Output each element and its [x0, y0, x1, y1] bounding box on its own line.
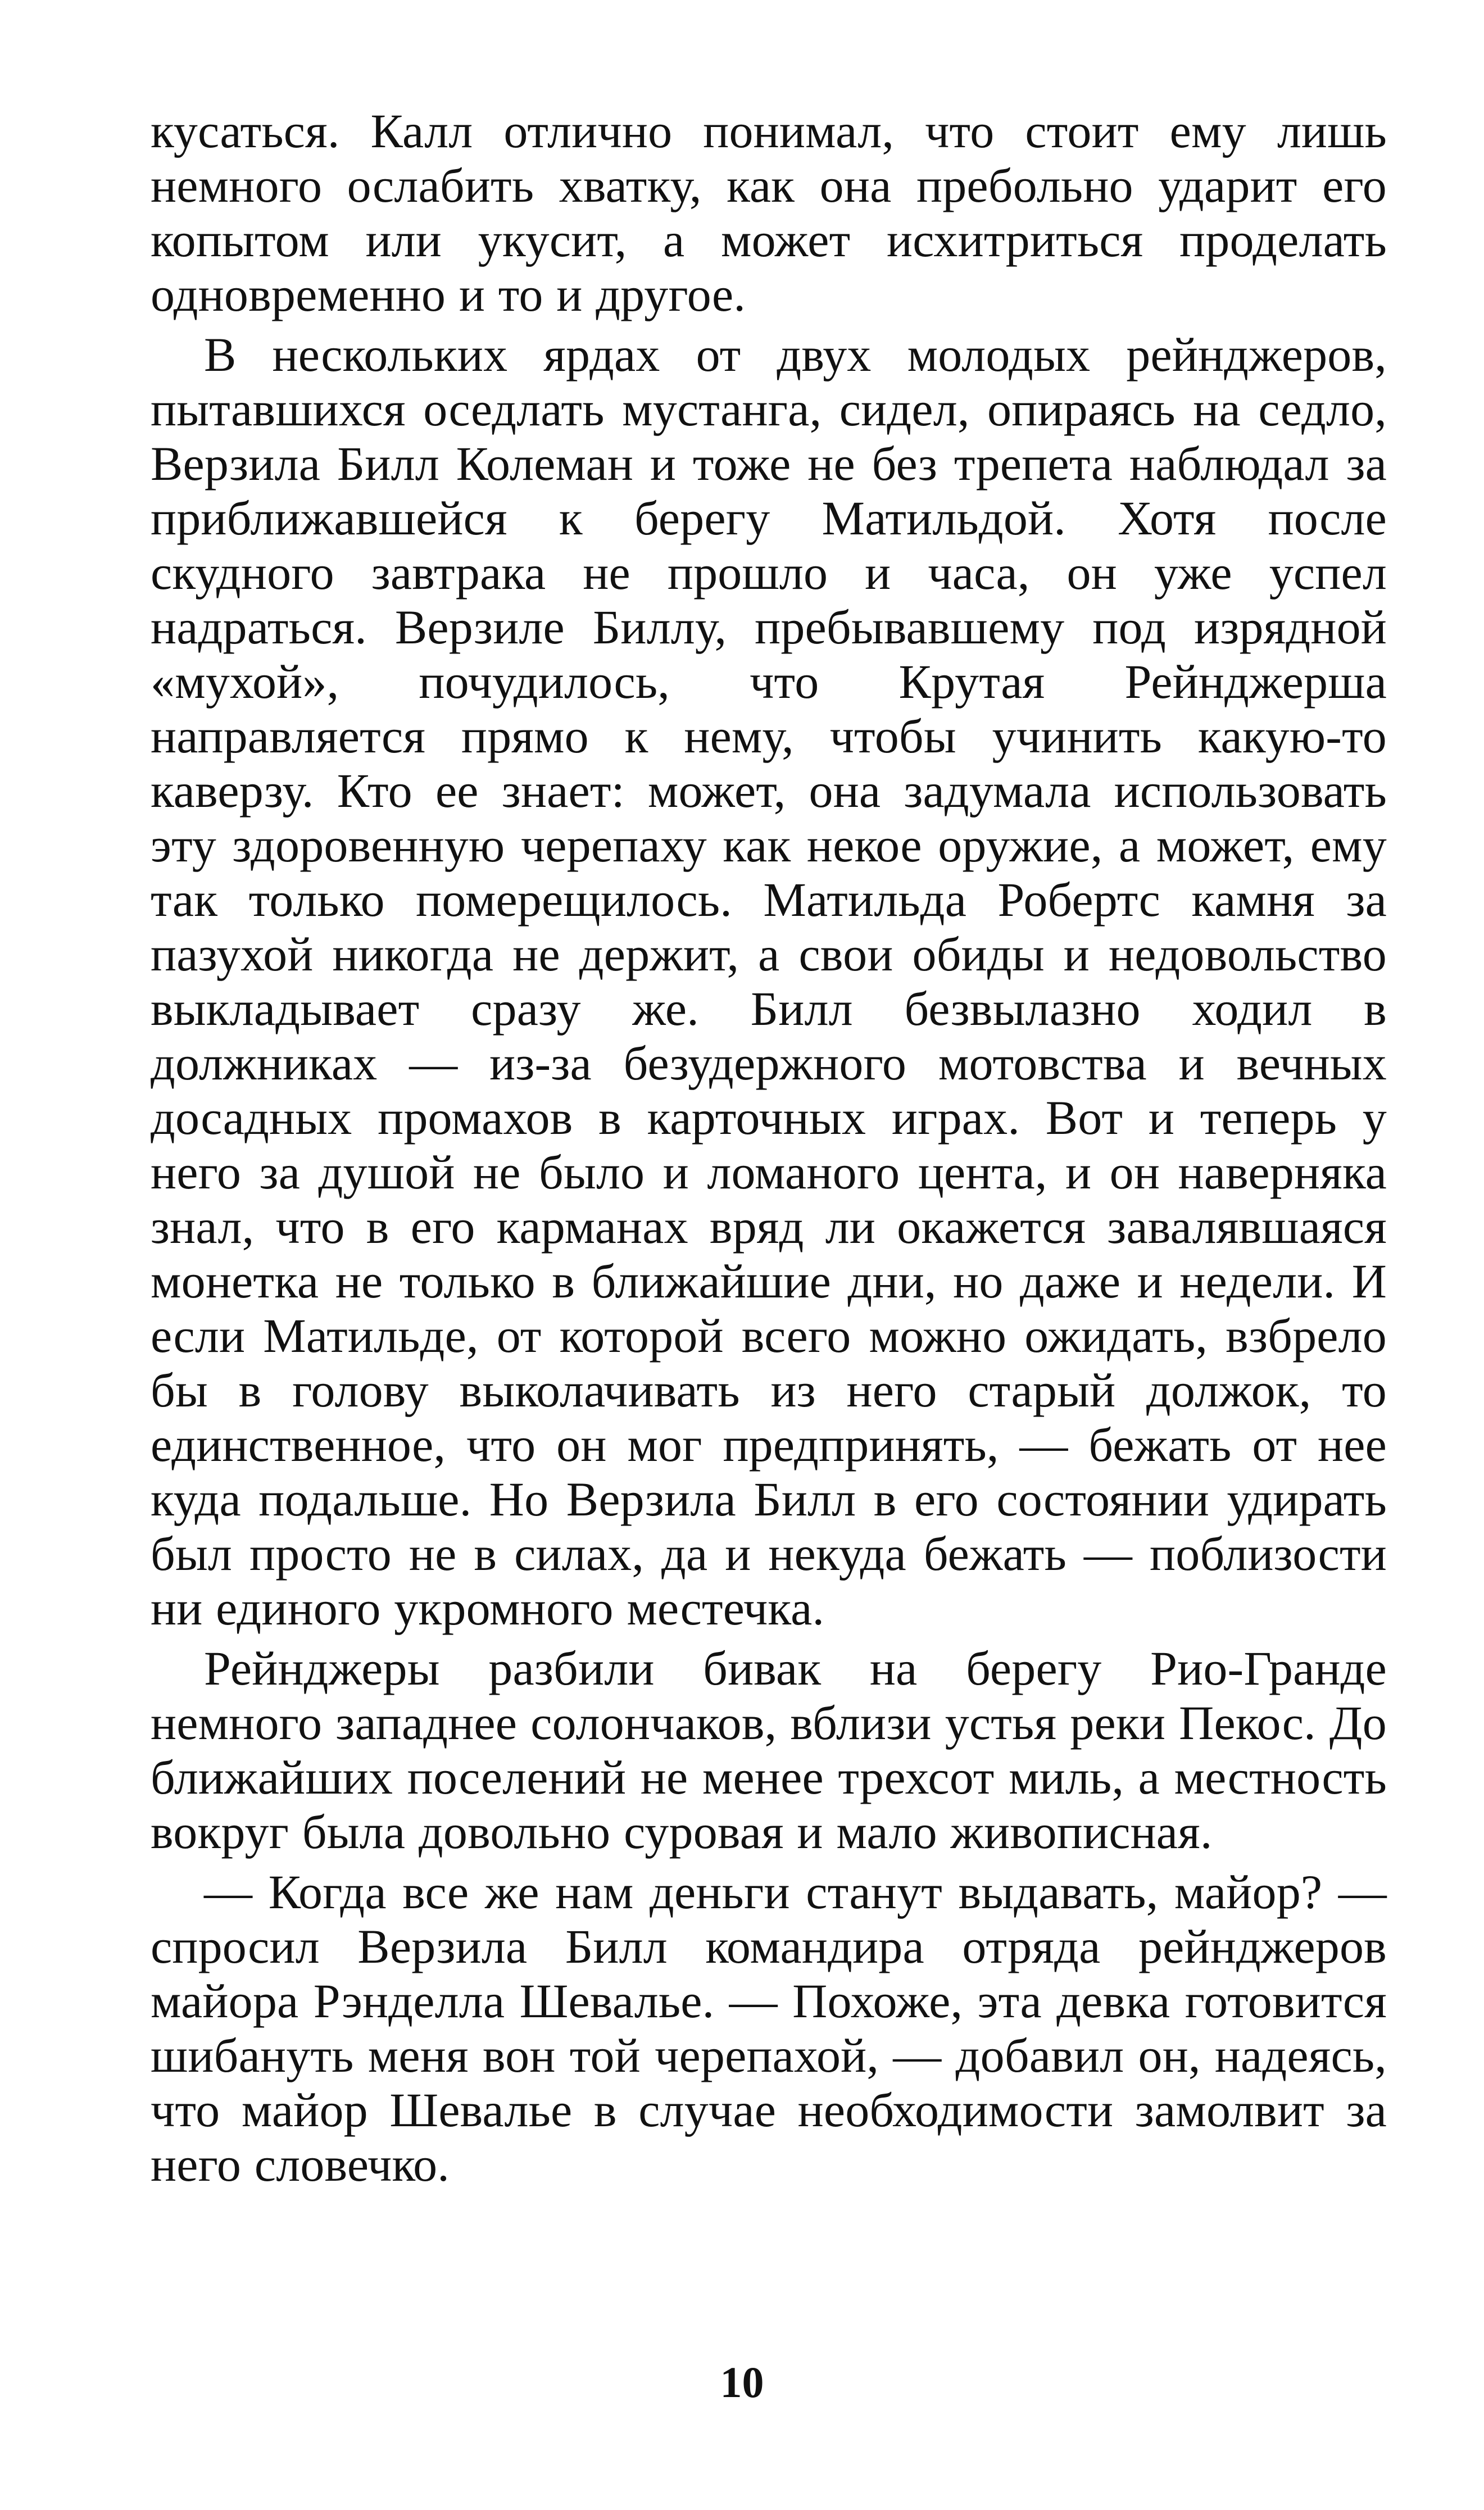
paragraph-continuation: кусаться. Калл отлично понимал, что стоит ему лишь немного ослабить хватку, как она пребольно ударит его копытом или укусит, а может исхитриться проделать одновременно и то и другое.: [151, 104, 1387, 321]
paragraph-rangers-camp: Рейнджеры разбили бивак на берегу Рио-Гранде немного западнее солончаков, вблизи устья реки Пекос. До ближайших поселений не менее трехсот миль, а местность вокруг была довольно суровая и мало живописная.: [151, 1641, 1387, 1859]
paragraph-bill-coleman: В нескольких ярдах от двух молодых рейнджеров, пытавшихся оседлать мустанга, сидел, опираясь на седло, Верзила Билл Колеман и тоже не без трепета наблюдал за приближавшейся к берегу Матильдой. Хотя после скудного завтрака не прошло и часа, он уже успел надраться. Верзиле Биллу, пребывавшему под изрядной «мухой», почудилось, что Крутая Рейнджерша направляется прямо к нему, чтобы учинить какую-то каверзу. Кто ее знает: может, она задумала использовать эту здоровенную черепаху как некое оружие, а может, ему так только померещилось. Матильда Робертс камня за пазухой никогда не держит, а свои обиды и недовольство выкладывает сразу же. Билл безвылазно ходил в должниках — из-за безудержного мотовства и вечных досадных промахов в карточных играх. Вот и теперь у него за душой не было и ломаного цента, и он наверняка знал, что в его карманах вряд ли окажется завалявшаяся монетка не только в ближайшие дни, но даже и недели. И если Матильде, от которой всего можно ожидать, взбрело бы в голову выколачивать из него старый должок, то единственное, что он мог предпринять, — бежать от нее куда подальше. Но Верзила Билл в его состоянии удирать был просто не в силах, да и некуда бежать — поблизости ни единого укромного местечка.: [151, 328, 1387, 1635]
paragraph-dialogue: — Когда все же нам деньги станут выдавать, майор? — спросил Верзила Билл командира отряда рейнджеров майора Рэнделла Шевалье. — Похоже, эта девка готовится шибануть меня вон той черепахой, — добавил он, надеясь, что майор Шевалье в случае необходимости замолвит за него словечко.: [151, 1865, 1387, 2191]
page-number: 10: [720, 2358, 764, 2407]
body-text: [151, 104, 1387, 2192]
